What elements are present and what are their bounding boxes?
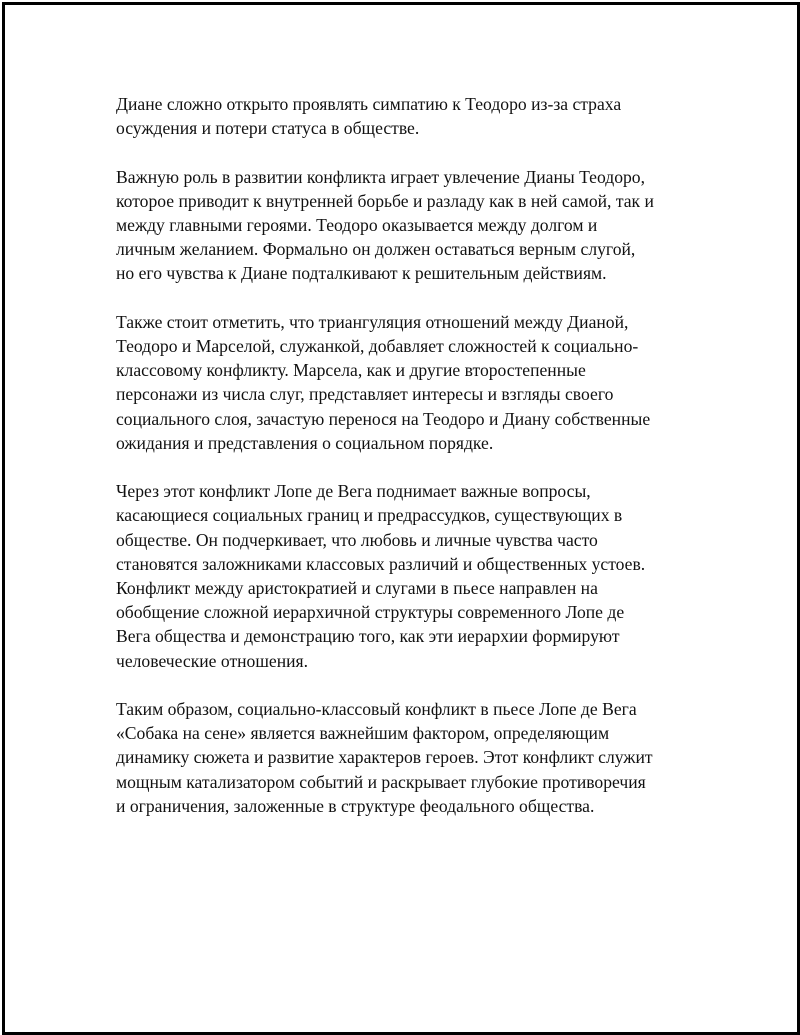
- text-line: между главными героями. Теодоро оказывается между долгом и: [116, 215, 598, 235]
- text-line: Теодоро и Марселой, служанкой, добавляет сложностей к социально-: [116, 336, 639, 356]
- paragraph-3: [116, 310, 691, 455]
- text-line: социального слоя, зачастую перенося на Теодоро и Диану собственные: [116, 408, 651, 429]
- text-line: Таким образом, социально-классовый конфликт в пьесе Лопе де Вега: [116, 699, 637, 720]
- text-line: персонажи из числа слуг, представляет интересы и взгляды своего: [116, 384, 614, 405]
- paragraph-4: [116, 479, 691, 673]
- text-line: касающиеся социальных границ и предрассудков, существующих в: [116, 505, 623, 526]
- text-line: Через этот конфликт Лопе де Вега поднимает важные вопросы,: [116, 481, 591, 502]
- text-line: Вега общества и демонстрацию того, как эти иерархии формируют: [116, 626, 620, 647]
- text-line: и ограничения, заложенные в структуре феодального общества.: [116, 795, 595, 816]
- text-line: которое приводит к внутренней борьбе и разладу как в ней самой, так и: [116, 190, 654, 211]
- text-line: мощным катализатором событий и раскрывает глубокие противоречия: [116, 771, 646, 792]
- text-line: «Собака на сене» является важнейшим фактором, определяющим: [116, 723, 610, 744]
- document-body: [116, 92, 691, 842]
- text-line: классовому конфликту. Марсела, как и другие второстепенные: [116, 360, 586, 381]
- paragraph-2: [116, 165, 691, 286]
- text-line: Конфликт между аристократией и слугами в пьесе направлен на: [116, 578, 598, 599]
- paragraph-5: [116, 697, 691, 818]
- text-line: обществе. Он подчеркивает, что любовь и личные чувства часто: [116, 529, 598, 550]
- text-line: личным желанием. Формально он должен оставаться верным слугой,: [116, 239, 636, 260]
- text-line: Важную роль в развитии конфликта играет увлечение Дианы Теодоро,: [116, 166, 645, 187]
- text-line: осуждения и потери статуса в обществе.: [116, 118, 420, 139]
- text-line: Диане сложно открыто проявлять симпатию к Теодоро из-за страха: [116, 94, 622, 114]
- text-line: обобщение сложной иерархичной структуры современного Лопе де: [116, 602, 625, 623]
- text-line: человеческие отношения.: [116, 650, 309, 671]
- text-line: Также стоит отметить, что триангуляция отношений между Дианой,: [116, 311, 629, 332]
- text-line: ожидания и представления о социальном порядке.: [116, 432, 494, 453]
- paragraph-1: [116, 92, 691, 140]
- text-line: динамику сюжета и развитие характеров героев. Этот конфликт служит: [116, 747, 653, 768]
- text-line: становятся заложниками классовых различий и общественных устоев.: [116, 553, 646, 574]
- text-line: но его чувства к Диане подталкивают к решительным действиям.: [116, 263, 607, 284]
